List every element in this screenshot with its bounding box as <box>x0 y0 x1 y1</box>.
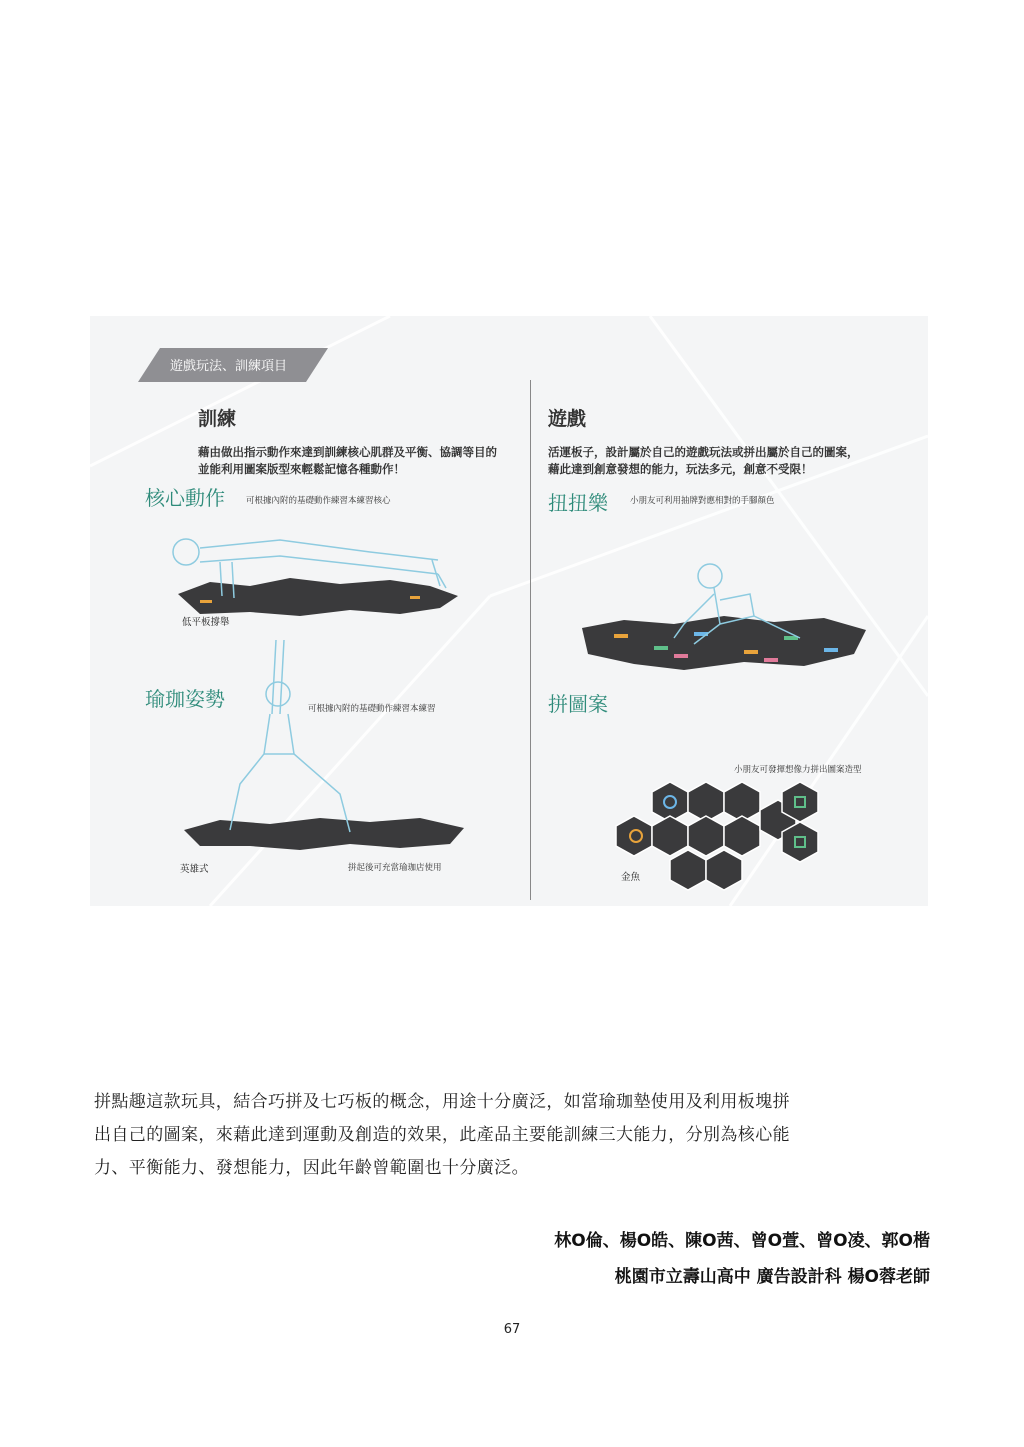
core-moves-title: 核心動作 <box>145 486 225 510</box>
core-moves-note: 可根據內附的基礎動作練習本練習核心 <box>246 496 391 506</box>
section-ribbon <box>138 348 328 382</box>
author-credits: 林O倫、楊O皓、陳O茜、曾O萱、曾O凌、郭O楷 <box>554 1231 930 1251</box>
game-heading: 遊戲 <box>548 408 587 430</box>
twister-illustration <box>574 554 874 684</box>
training-heading: 訓練 <box>198 408 237 430</box>
paragraph-line: 出自己的圖案，來藉此達到運動及創造的效果，此產品主要能訓練三大能力，分別為核心能 <box>94 1125 790 1145</box>
game-description-line: 活運板子，設計屬於自己的遊戲玩法或拼出屬於自己的圖案， <box>548 445 859 459</box>
game-description-line: 藉此達到創意發想的能力，玩法多元，創意不受限！ <box>548 462 813 476</box>
training-description <box>198 444 497 478</box>
training-description-line: 並能利用圖案版型來輕鬆記憶各種動作！ <box>198 462 405 476</box>
goldfish-puzzle <box>610 776 830 896</box>
yoga-caption: 英雄式 <box>180 864 209 875</box>
yoga-illustration <box>180 634 470 864</box>
puzzle-note: 小朋友可發揮想像力拼出圖案造型 <box>734 765 862 775</box>
yoga-title: 瑜珈姿勢 <box>145 687 225 711</box>
product-figure <box>90 316 928 906</box>
yoga-note: 可根據內附的基礎動作練習本練習 <box>308 704 436 714</box>
yoga-caption-right: 拼起後可充當瑜珈店使用 <box>348 863 442 873</box>
plank-caption: 低平板撐舉 <box>182 617 230 628</box>
paragraph-line: 力、平衡能力、發想能力，因此年齡曾範圍也十分廣泛。 <box>94 1158 529 1178</box>
page-number: 67 <box>503 1322 521 1337</box>
column-divider <box>530 380 531 900</box>
training-description-line: 藉由做出指示動作來達到訓練核心肌群及平衡、協調等目的 <box>198 445 497 459</box>
goldfish-caption: 金魚 <box>621 872 641 883</box>
puzzle-title: 拼圖案 <box>548 692 608 716</box>
plank-illustration <box>170 526 470 616</box>
twister-title: 扭扭樂 <box>548 491 608 515</box>
description-paragraph <box>94 1086 930 1185</box>
paragraph-line: 拼點趣這款玩具，結合巧拼及七巧板的概念，用途十分廣泛，如當瑜珈墊使用及利用板塊拼 <box>94 1092 790 1112</box>
twister-note: 小朋友可利用抽牌對應相對的手腳顏色 <box>630 496 775 506</box>
game-description <box>548 444 859 478</box>
school-credit: 桃園市立壽山高中 廣告設計科 楊O蓉老師 <box>614 1267 930 1287</box>
ribbon-label: 遊戲玩法、訓練項目 <box>170 359 288 374</box>
